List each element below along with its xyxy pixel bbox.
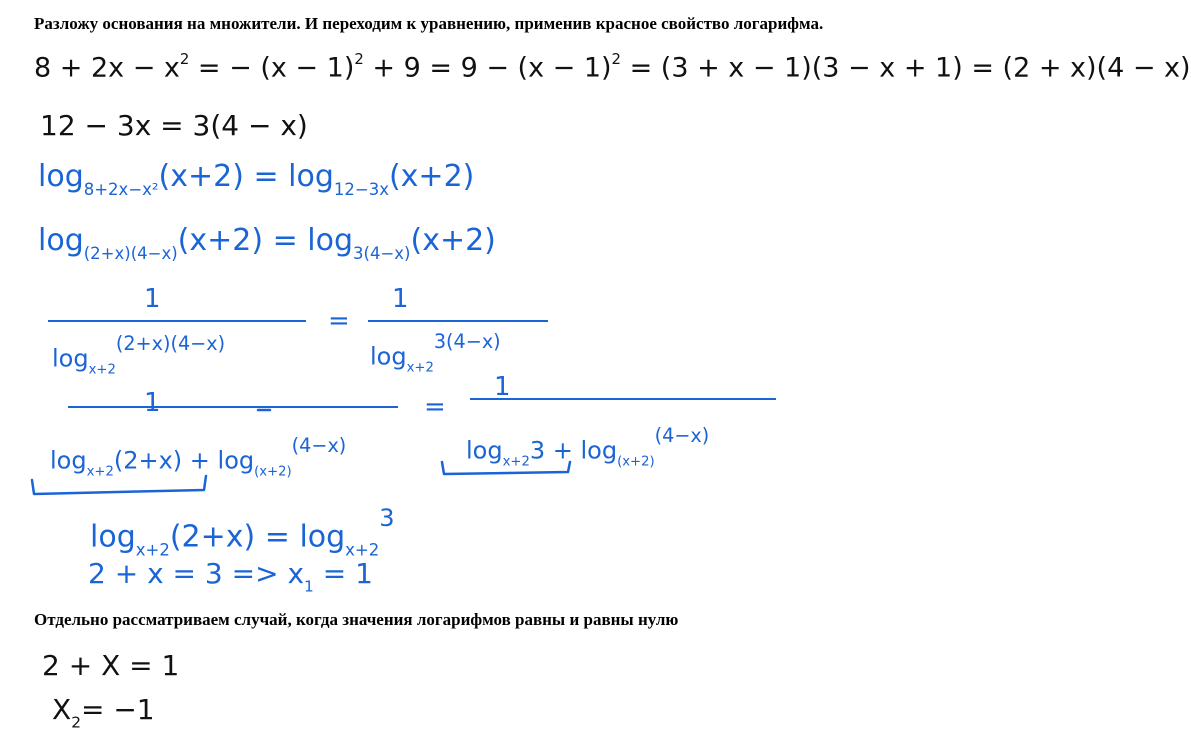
line10-rest: = −1 xyxy=(80,693,155,726)
frac1-equals: = xyxy=(328,306,350,336)
equation-line-10 xyxy=(52,693,155,732)
line4-log1: log xyxy=(38,223,84,258)
frac1-left-base: x+2 xyxy=(88,362,116,378)
line7-base1: x+2 xyxy=(135,540,170,560)
equation-line-9: 2 + X = 1 xyxy=(42,649,180,682)
line10-sub: 2 xyxy=(71,713,81,732)
line1-part-d: = (3 + x − 1)(3 − x + 1) = (2 + x)(4 − x) xyxy=(621,52,1191,84)
line4-base1: (2+x)(4−x) xyxy=(83,244,178,264)
frac2-right-numerator: 1 xyxy=(494,372,511,402)
line3-base2: 12−3x xyxy=(333,180,389,200)
line8-main: 2 + x = 3 => x xyxy=(88,557,305,590)
frac1-right-base: x+2 xyxy=(406,360,434,376)
case-text: Отдельно рассматриваем случай, когда значения логарифмов равны и равны нулю xyxy=(34,610,679,629)
frac2-right-arg1: 3 + xyxy=(529,436,581,465)
frac2-left-log1: log xyxy=(50,446,87,475)
equation-line-2: 12 − 3x = 3(4 − x) xyxy=(40,109,308,142)
frac2-right-arg2: (4−x) xyxy=(654,424,710,447)
line1-sup-c: 2 xyxy=(611,50,621,68)
frac2-right-base1: x+2 xyxy=(502,454,530,470)
frac1-right-log: log xyxy=(370,342,407,371)
frac2-equals: = xyxy=(424,392,446,422)
line4-log2: log xyxy=(307,223,354,258)
line7-arg2: 3 xyxy=(379,504,395,532)
line7-log1: log xyxy=(90,519,136,555)
line3-log2: log xyxy=(288,159,334,194)
frac1-right-numerator: 1 xyxy=(392,284,409,314)
line10-main: X xyxy=(52,693,72,726)
frac1-left-arg: (2+x)(4−x) xyxy=(115,332,226,355)
equation-line-8 xyxy=(88,557,373,596)
intro-text: Разложу основания на множители. И переходим к уравнению, применив красное свойство логарифма. xyxy=(34,14,824,33)
line3-base1: 8+2x−x² xyxy=(83,180,159,200)
frac2-right-base2: (x+2) xyxy=(617,454,655,470)
line8-rest: = 1 xyxy=(313,557,373,590)
line8-sub: 1 xyxy=(304,577,314,596)
frac2-left-base1: x+2 xyxy=(86,464,114,480)
line4-arg1: (x+2) = xyxy=(177,223,308,258)
line1-sup-a: 2 xyxy=(179,50,190,68)
frac1-left-log: log xyxy=(52,344,89,373)
line1-sup-b: 2 xyxy=(354,50,364,68)
frac2-left-numerator: 1 xyxy=(144,388,161,418)
line1-part-a: 8 + 2x − x xyxy=(34,52,180,84)
line3-arg1: (x+2) = xyxy=(158,159,289,194)
line1-part-b: = − (x − 1) xyxy=(189,52,355,84)
frac2-left-arg2: (4−x) xyxy=(291,434,347,457)
frac2-right-log1: log xyxy=(466,436,503,465)
frac2-left-log2: log xyxy=(217,446,255,475)
line3-arg2: (x+2) xyxy=(388,159,475,194)
line7-arg1: (2+x) = xyxy=(169,519,300,555)
equation-line-7 xyxy=(90,506,395,559)
line4-base2: 3(4−x) xyxy=(353,244,411,264)
line7-base2: x+2 xyxy=(345,540,380,560)
frac2-right-log2: log xyxy=(580,436,618,465)
line1-part-c: + 9 = 9 − (x − 1) xyxy=(363,52,612,84)
frac1-right-arg: 3(4−x) xyxy=(433,330,501,353)
frac1-left-numerator: 1 xyxy=(144,284,161,314)
frac2-left-base2: (x+2) xyxy=(254,464,292,480)
line7-log2: log xyxy=(299,519,346,555)
line4-arg2: (x+2) xyxy=(410,223,496,258)
frac2-left-arg1: (2+x) + xyxy=(113,446,218,475)
left-bracket xyxy=(32,476,206,494)
right-bracket xyxy=(442,462,570,474)
line3-log1: log xyxy=(38,159,84,194)
